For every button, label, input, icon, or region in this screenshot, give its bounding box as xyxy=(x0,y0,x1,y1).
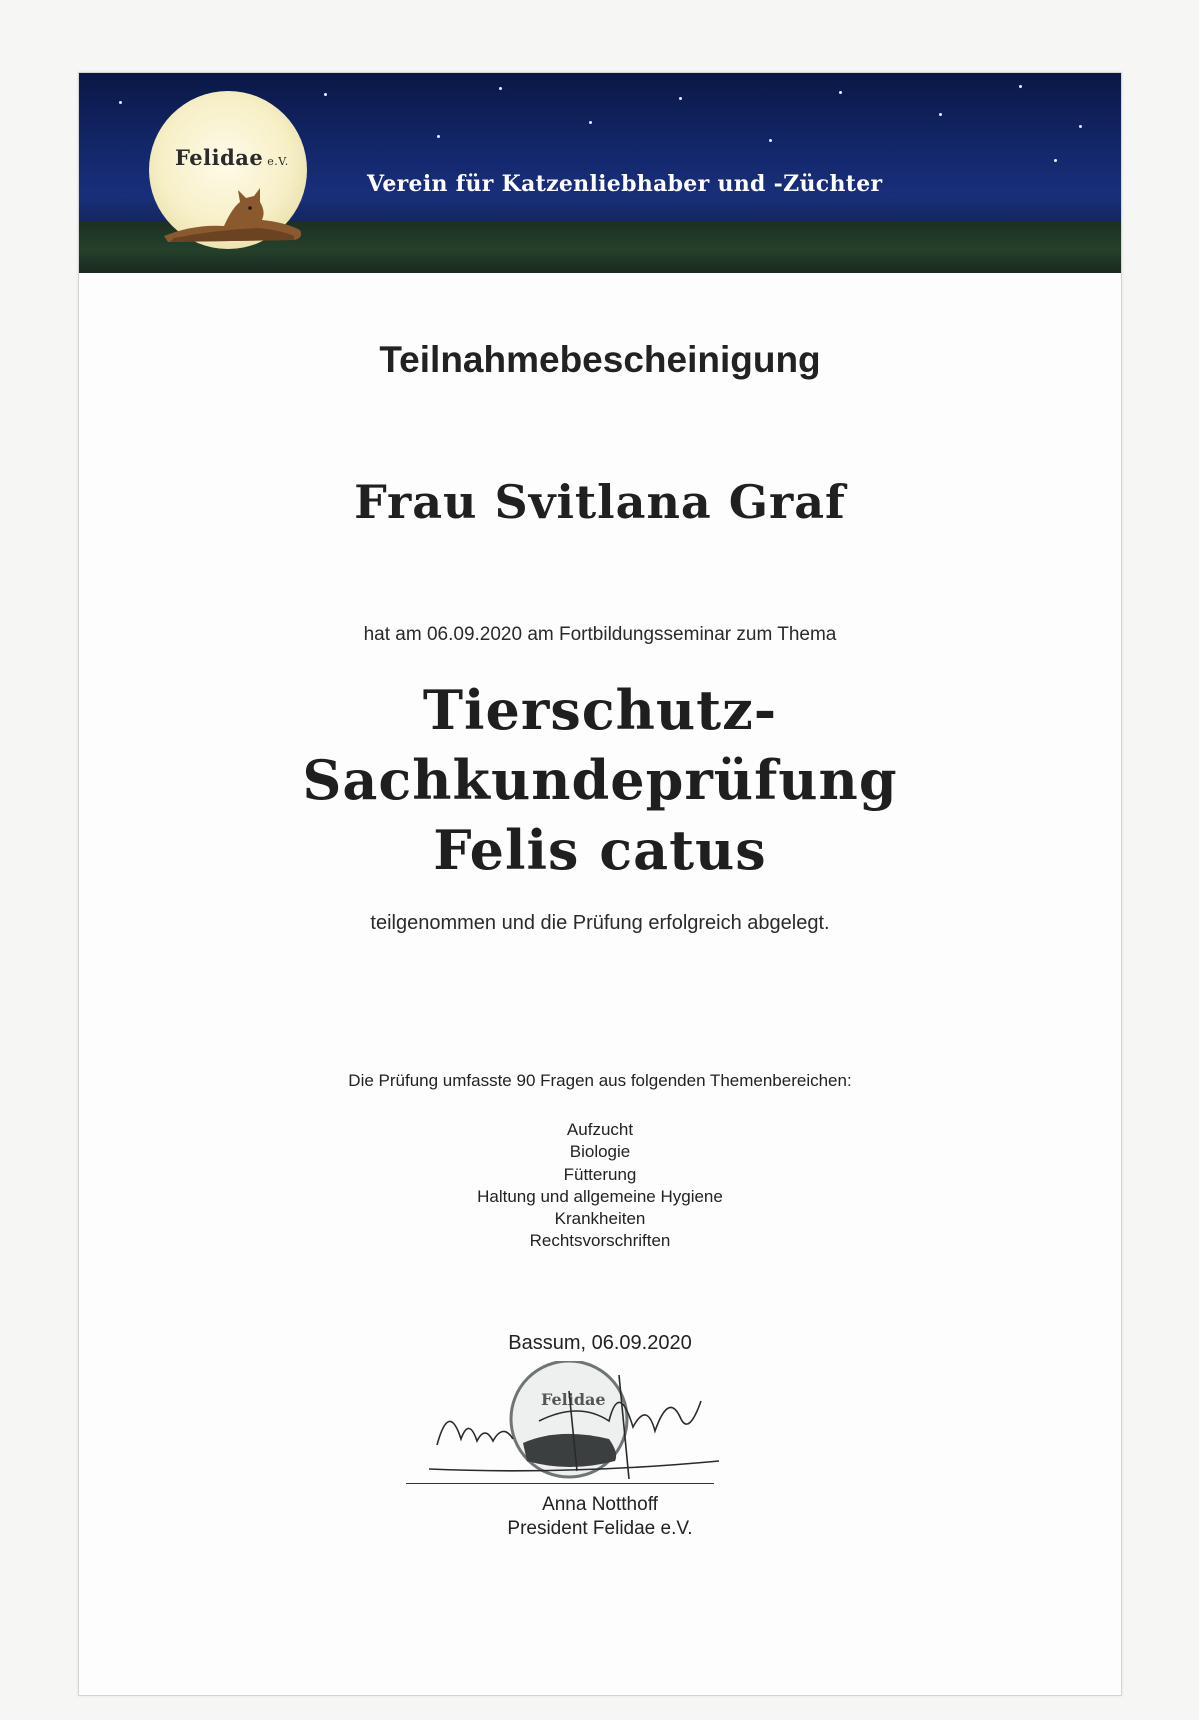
signer-block xyxy=(79,1493,1121,1541)
topic-line: Tierschutz- xyxy=(422,678,778,742)
certificate-sheet xyxy=(78,72,1122,1696)
topic-line: Sachkundeprüfung xyxy=(302,748,898,812)
subject-list xyxy=(79,1119,1121,1253)
star xyxy=(499,87,502,90)
star xyxy=(589,121,592,124)
star xyxy=(1079,125,1082,128)
intro-text: hat am 06.09.2020 am Fortbildungsseminar zum Thema xyxy=(363,624,837,645)
signer-name: Anna Notthoff xyxy=(542,1494,658,1515)
exam-scope-text: Die Prüfung umfasste 90 Fragen aus folgenden Themenbereichen: xyxy=(348,1071,852,1090)
recipient-name: Frau Svitlana Graf xyxy=(354,475,846,529)
header-banner xyxy=(79,73,1121,273)
star xyxy=(679,97,682,100)
place-date: Bassum, 06.09.2020 xyxy=(508,1332,692,1354)
star xyxy=(839,91,842,94)
signature-stamp-icon xyxy=(419,1361,739,1491)
list-item: Haltung und allgemeine Hygiene xyxy=(477,1186,723,1206)
page-title: Teilnahmebescheinigung xyxy=(379,339,821,380)
star xyxy=(1019,85,1022,88)
list-item: Krankheiten xyxy=(554,1209,646,1229)
star xyxy=(119,101,122,104)
signer-role: President Felidae e.V. xyxy=(507,1518,693,1539)
list-item: Rechtsvorschriften xyxy=(529,1231,671,1251)
topic-line: Felis catus xyxy=(433,818,767,882)
list-item: Biologie xyxy=(569,1142,631,1162)
star xyxy=(1054,159,1057,162)
result-text: teilgenommen und die Prüfung erfolgreich abgelegt. xyxy=(370,912,830,934)
list-item: Aufzucht xyxy=(566,1120,634,1139)
cat-icon xyxy=(154,168,304,248)
list-item: Fütterung xyxy=(563,1164,637,1184)
stamp-text: Felidae xyxy=(541,1390,606,1409)
logo-text: Felidae e.V. xyxy=(175,145,289,170)
star xyxy=(769,139,772,142)
star xyxy=(939,113,942,116)
signature-line xyxy=(406,1483,714,1484)
seminar-topic xyxy=(79,675,1121,885)
banner-tagline: Verein für Katzenliebhaber und -Züchter xyxy=(367,171,883,197)
star xyxy=(437,135,440,138)
star xyxy=(324,93,327,96)
